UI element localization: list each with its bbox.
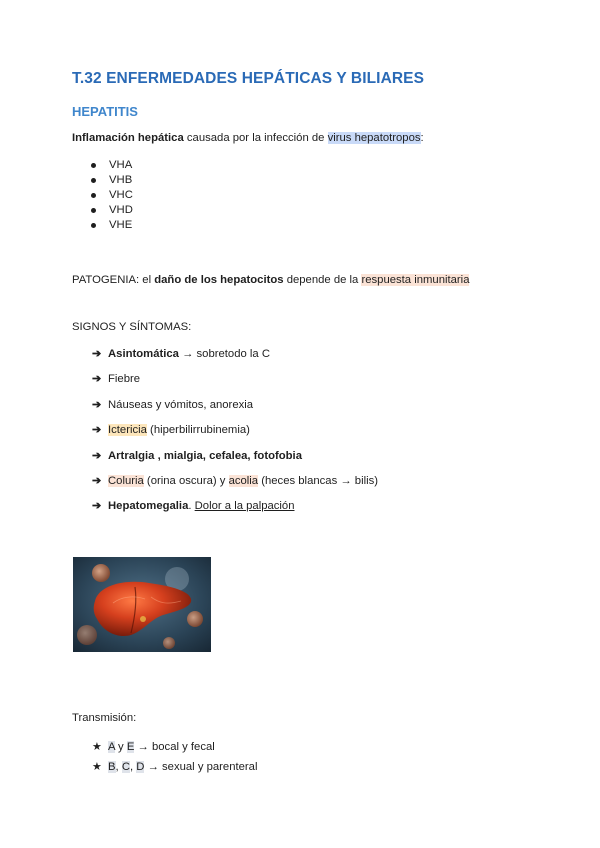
transmision-text: → sexual y parenteral: [144, 760, 258, 773]
liver-image: [73, 557, 211, 652]
virus-tag: E: [126, 741, 135, 753]
transmision-text: ,: [130, 760, 137, 773]
patogenia-paragraph: [72, 274, 469, 286]
patogenia-middle: depende de la: [283, 274, 362, 286]
star-icon: ★: [92, 741, 102, 753]
bullet-icon: [91, 163, 96, 168]
list-item: [92, 499, 378, 524]
list-item: [91, 218, 133, 233]
intro-bold: Inflamación hepática: [72, 132, 184, 144]
intro-highlight: virus hepatotropos: [327, 132, 421, 144]
bullet-icon: [91, 208, 96, 213]
list-item: [91, 158, 133, 173]
symptom-text: Náuseas y vómitos, anorexia: [108, 398, 254, 411]
virus-tag: B: [108, 760, 116, 773]
bullet-icon: [91, 178, 96, 183]
symptom-highlight: Coluria: [108, 474, 144, 487]
symptom-bold: Asintomática: [108, 348, 179, 360]
arrow-icon: ➔: [92, 424, 102, 437]
symptom-bold: Artralgia , mialgia, cefalea, fotofobia: [108, 449, 302, 462]
list-item: [92, 449, 378, 474]
signos-heading: SIGNOS Y SÍNTOMAS:: [72, 321, 192, 333]
symptom-text: .: [188, 500, 195, 513]
symptom-text: (hiperbilirrubinemia): [146, 424, 250, 437]
intro-end: :: [420, 132, 424, 144]
symptom-text: Fiebre: [108, 373, 141, 386]
list-item: [92, 423, 378, 448]
star-icon: ★: [92, 760, 102, 773]
list-item: [91, 173, 133, 188]
list-item: [92, 740, 257, 760]
liver-illustration: [73, 557, 211, 652]
virus-label: VHA: [109, 159, 133, 171]
section-heading-hepatitis: HEPATITIS: [72, 104, 138, 119]
arrow-icon: ➔: [92, 373, 102, 386]
transmision-text: ,: [115, 760, 122, 773]
intro-paragraph: [72, 132, 424, 144]
arrow-icon: ➔: [92, 348, 102, 360]
intro-middle: causada por la infección de: [183, 132, 328, 144]
bullet-icon: [91, 223, 96, 228]
symptom-highlight: acolia: [228, 474, 259, 487]
symptom-bold: Hepatomegalia: [108, 500, 189, 513]
virus-label: VHB: [109, 174, 133, 186]
transmision-text: → bocal y fecal: [134, 741, 215, 753]
virus-label: VHC: [109, 189, 133, 201]
patogenia-label: PATOGENIA: el: [72, 274, 155, 286]
list-item: [92, 760, 257, 780]
symptom-highlight: Ictericia: [108, 424, 147, 437]
transmision-text: y: [114, 741, 127, 753]
arrow-icon: ➔: [92, 449, 102, 462]
arrow-icon: ➔: [92, 474, 102, 487]
list-item: [92, 474, 378, 499]
patogenia-bold: daño de los hepatocitos: [154, 274, 284, 286]
bullet-icon: [91, 193, 96, 198]
signos-list: [92, 347, 378, 525]
list-item: [91, 203, 133, 218]
patogenia-highlight: respuesta inmunitaria: [361, 274, 470, 286]
symptom-text: → sobretodo la C: [178, 348, 270, 360]
list-item: [92, 347, 378, 372]
virus-label: VHD: [109, 204, 133, 216]
list-item: [92, 372, 378, 397]
virus-list: [91, 158, 133, 233]
list-item: [92, 398, 378, 423]
virus-label: VHE: [109, 219, 133, 231]
symptom-underlined: Dolor a la palpación: [194, 500, 295, 513]
arrow-icon: ➔: [92, 398, 102, 411]
symptom-text: (heces blancas → bilis): [258, 474, 379, 487]
virus-tag: A: [108, 741, 115, 753]
virus-tag: C: [121, 760, 130, 773]
virus-tag: D: [136, 760, 145, 773]
arrow-icon: ➔: [92, 500, 102, 513]
transmision-heading: Transmisión:: [72, 712, 137, 724]
document-title: T.32 ENFERMEDADES HEPÁTICAS Y BILIARES: [72, 70, 425, 87]
transmision-list: [92, 740, 257, 779]
list-item: [91, 188, 133, 203]
symptom-text: (orina oscura) y: [143, 474, 229, 487]
